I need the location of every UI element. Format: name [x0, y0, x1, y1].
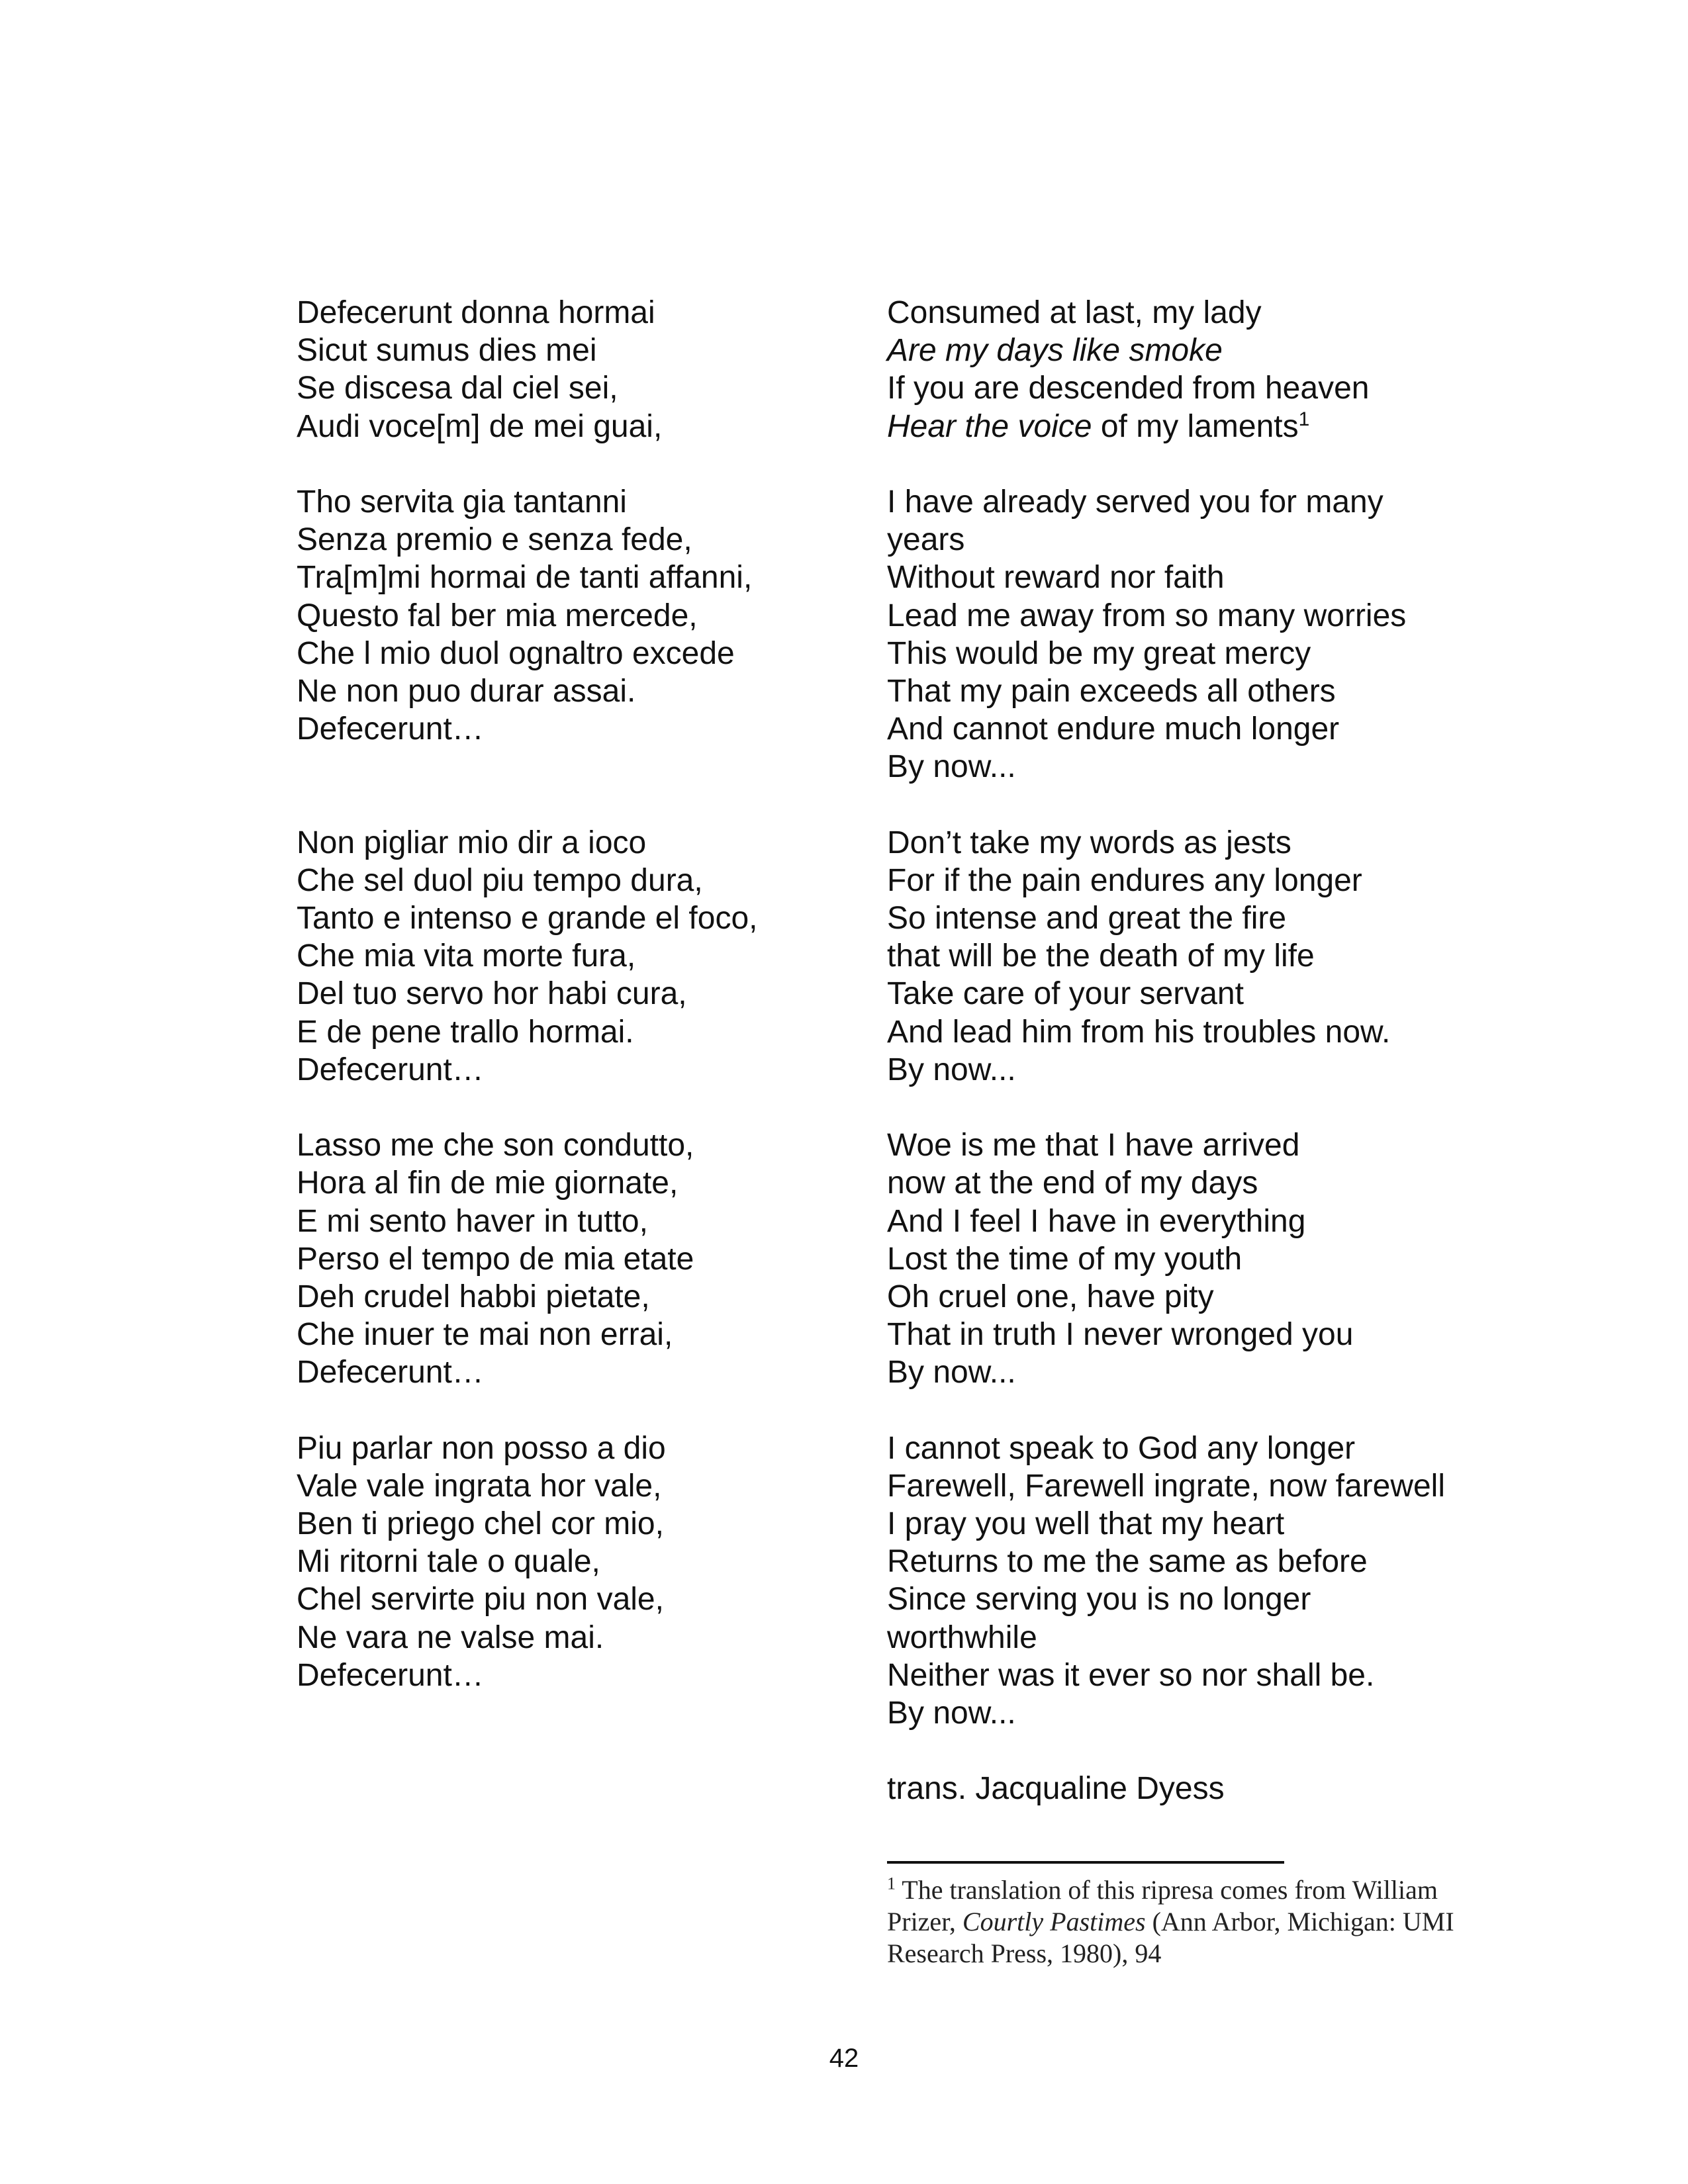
translation-column [887, 294, 1549, 1808]
refrain-line: Defecerunt… [297, 1052, 484, 1087]
footnote [887, 1874, 1483, 1970]
verse-line: I cannot speak to God any longer [887, 1430, 1356, 1466]
footnote-number: 1 [887, 1874, 896, 1893]
verse-line: Neither was it ever so nor shall be. [887, 1657, 1375, 1693]
verse-line: Sicut sumus dies mei [297, 333, 597, 369]
verse-line: Are my days like smoke [887, 333, 1223, 369]
verse-line: Se discesa dal ciel sei, [297, 371, 618, 406]
verse-line: Che mia vita morte fura, [297, 938, 636, 974]
stanza-2 [297, 483, 866, 748]
refrain-line: Defecerunt… [297, 1355, 484, 1390]
verse-line: I have already served you for many [887, 484, 1383, 520]
verse-line: Senza premio e senza fede, [297, 522, 692, 558]
verse-line: Consumed at last, my lady [887, 295, 1262, 330]
verse-line [887, 408, 1549, 445]
translator-credit: trans. Jacqualine Dyess [887, 1771, 1225, 1807]
verse-line: Chel servirte piu non vale, [297, 1582, 664, 1617]
stanza-5 [297, 1430, 866, 1694]
verse-line: Returns to me the same as before [887, 1544, 1368, 1580]
verse-line: Tra[m]mi hormai de tanti affanni, [297, 560, 753, 596]
refrain-line: Defecerunt… [297, 711, 484, 747]
verse-line: Take care of your servant [887, 976, 1244, 1012]
verse-line: Tanto e intenso e grande el foco, [297, 901, 758, 936]
translation-stanza-5 [887, 1430, 1549, 1733]
stanza-4 [297, 1126, 866, 1391]
verse-line: E de pene trallo hormai. [297, 1014, 634, 1050]
refrain-line: By now... [887, 1355, 1016, 1390]
verse-line: now at the end of my days [887, 1165, 1258, 1201]
refrain-line: By now... [887, 1695, 1016, 1731]
page-number: 42 [829, 2044, 859, 2073]
line-text: of my laments [1092, 408, 1299, 444]
verse-line: That my pain exceeds all others [887, 673, 1336, 709]
verse-line: Defecerunt donna hormai [297, 295, 655, 330]
footnote-reference[interactable]: 1 [1298, 408, 1310, 430]
translation-stanza-4 [887, 1126, 1549, 1391]
verse-line: Ne non puo durar assai. [297, 673, 636, 709]
verse-line: years [887, 522, 965, 558]
verse-line: Che inuer te mai non errai, [297, 1317, 673, 1353]
stanza-3 [297, 824, 866, 1089]
verse-line: Che sel duol piu tempo dura, [297, 862, 703, 898]
refrain-line: Defecerunt… [297, 1657, 484, 1693]
footnote-text-end: (Ann Arbor, Michigan: UMI Research Press, 1980), 94 [887, 1907, 1454, 1968]
stanza-1 [297, 294, 866, 445]
verse-line: Perso el tempo de mia etate [297, 1241, 694, 1277]
verse-line: Without reward nor faith [887, 560, 1225, 596]
verse-line: Lasso me che son condutto, [297, 1128, 694, 1163]
verse-line: Don’t take my words as jests [887, 825, 1291, 860]
verse-line: Since serving you is no longer [887, 1582, 1311, 1617]
verse-line: And lead him from his troubles now. [887, 1014, 1391, 1050]
verse-line: Piu parlar non posso a dio [297, 1430, 666, 1466]
verse-line: worthwhile [887, 1619, 1037, 1655]
verse-line: Lead me away from so many worries [887, 598, 1407, 633]
verse-line: Deh crudel habbi pietate, [297, 1279, 650, 1314]
verse-line: For if the pain endures any longer [887, 862, 1362, 898]
translation-stanza-2 [887, 483, 1549, 786]
footnote-text: The translation of this ripresa comes from William Prizer, [887, 1875, 1438, 1936]
translation-stanza-1 [887, 294, 1549, 445]
verse-line: Questo fal ber mia mercede, [297, 598, 698, 633]
verse-line: So intense and great the fire [887, 901, 1287, 936]
verse-line: Woe is me that I have arrived [887, 1128, 1300, 1163]
verse-line: Tho servita gia tantanni [297, 484, 627, 520]
refrain-line: By now... [887, 749, 1016, 785]
verse-line: Vale vale ingrata hor vale, [297, 1468, 662, 1504]
verse-line: Hora al fin de mie giornate, [297, 1165, 679, 1201]
verse-line: Ne vara ne valse mai. [297, 1619, 604, 1655]
verse-line: Oh cruel one, have pity [887, 1279, 1214, 1314]
verse-line: This would be my great mercy [887, 635, 1311, 671]
verse-line: That in truth I never wronged you [887, 1317, 1354, 1353]
original-text-column [297, 294, 866, 1694]
verse-line: Ben ti priego chel cor mio, [297, 1506, 664, 1542]
verse-line: Audi voce[m] de mei guai, [297, 408, 663, 444]
translation-stanza-3 [887, 824, 1549, 1089]
verse-line: Farewell, Farewell ingrate, now farewell [887, 1468, 1445, 1504]
verse-line: Che l mio duol ognaltro excede [297, 635, 735, 671]
verse-line: And I feel I have in everything [887, 1203, 1306, 1239]
footnote-book-title: Courtly Pastimes [962, 1907, 1146, 1936]
verse-line: If you are descended from heaven [887, 371, 1370, 406]
italic-phrase: Hear the voice [887, 408, 1092, 444]
refrain-line: By now... [887, 1052, 1016, 1087]
verse-line: And cannot endure much longer [887, 711, 1340, 747]
footnote-divider [887, 1861, 1284, 1864]
verse-line: Mi ritorni tale o quale, [297, 1544, 600, 1580]
verse-line: that will be the death of my life [887, 938, 1315, 974]
verse-line: I pray you well that my heart [887, 1506, 1285, 1541]
verse-line: Del tuo servo hor habi cura, [297, 976, 687, 1012]
verse-line: Non pigliar mio dir a ioco [297, 825, 647, 860]
verse-line: E mi sento haver in tutto, [297, 1203, 648, 1239]
verse-line: Lost the time of my youth [887, 1241, 1243, 1277]
